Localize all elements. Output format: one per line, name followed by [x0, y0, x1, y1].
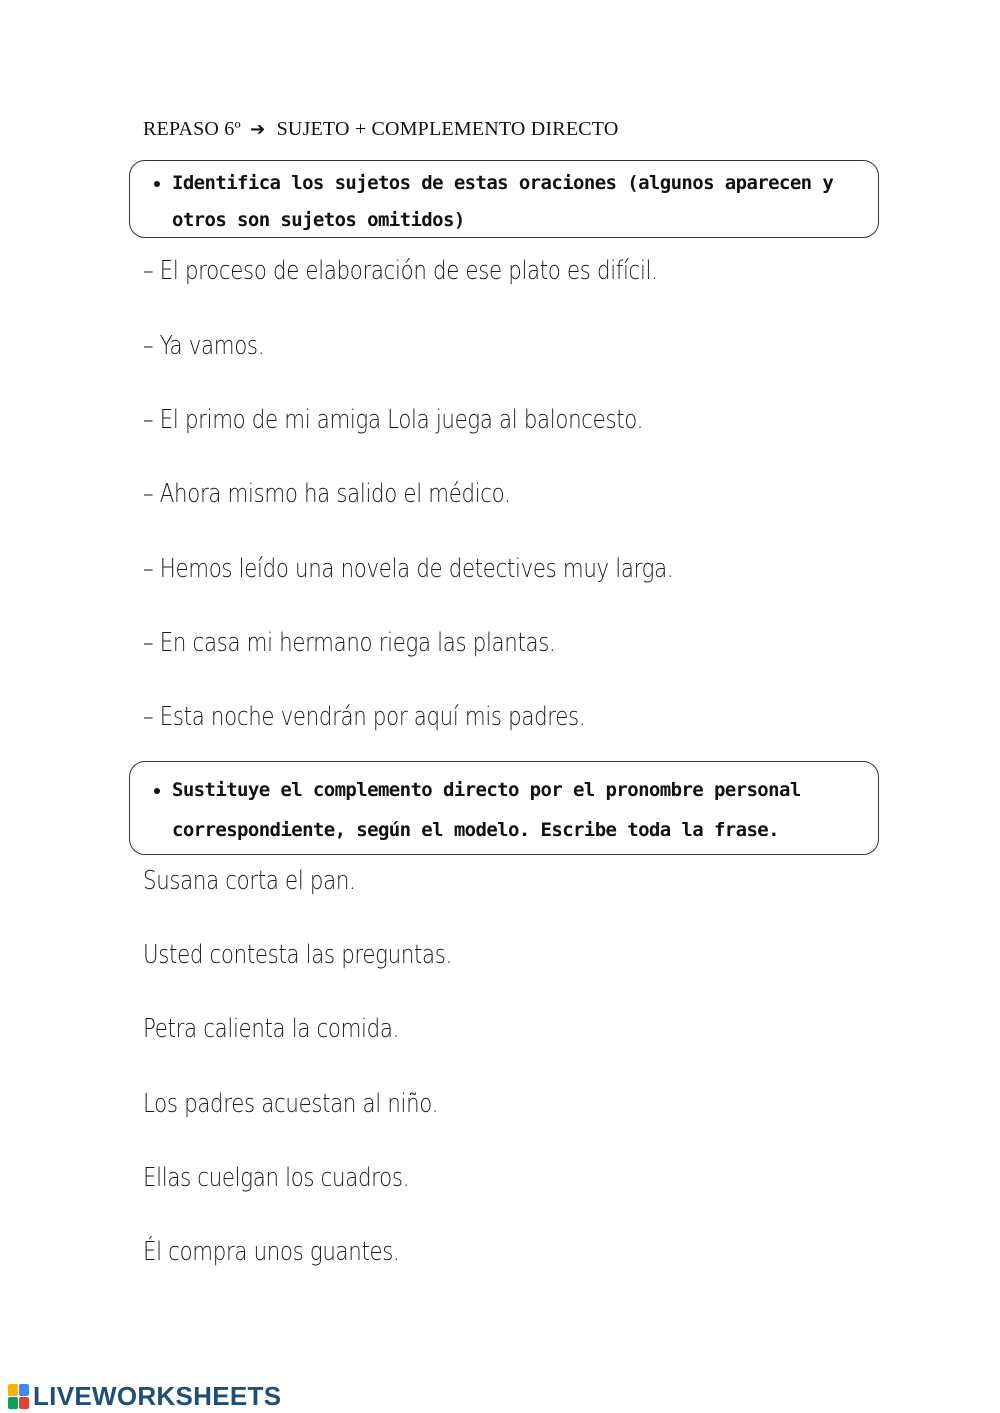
liveworksheets-logo: [8, 1381, 281, 1412]
exercise-2-sentence: Ellas cuelgan los cuadros.: [143, 1163, 410, 1193]
instruction-box-2: [129, 761, 879, 855]
arrow-right-icon: ➔: [250, 119, 266, 140]
exercise-2-sentence: Los padres acuestan al niño.: [143, 1089, 439, 1119]
exercise-2-sentence: Él compra unos guantes.: [143, 1237, 400, 1267]
exercise-2-sentence: Usted contesta las preguntas.: [143, 940, 452, 970]
exercise-1-sentence: – Ahora mismo ha salido el médico.: [143, 479, 511, 509]
exercise-1-sentence: – Esta noche vendrán por aquí mis padres.: [143, 702, 586, 732]
exercise-2-sentence: Susana corta el pan.: [143, 866, 356, 896]
exercise-1-sentence: – El proceso de elaboración de ese plato es difícil.: [143, 256, 658, 286]
title-suffix: SUJETO + COMPLEMENTO DIRECTO: [276, 118, 619, 140]
logo-block: [19, 1384, 29, 1396]
logo-blocks-icon: [8, 1384, 29, 1409]
instruction-2-text: • Sustituye el complemento directo por el pronombre personal correspondiente, según el modelo. Escribe toda la frase.: [172, 770, 860, 850]
logo-text: LIVEWORKSHEETS: [33, 1381, 282, 1411]
logo-block: [8, 1384, 18, 1396]
exercise-1-sentence: – En casa mi hermano riega las plantas.: [143, 628, 556, 658]
logo-block: [19, 1397, 29, 1409]
exercise-1-sentence: – El primo de mi amiga Lola juega al baloncesto.: [143, 405, 644, 435]
instruction-box-1: [129, 160, 879, 238]
instruction-1-text: • Identifica los sujetos de estas oraciones (algunos aparecen y otros son sujetos omitidos): [172, 165, 860, 239]
logo-block: [8, 1397, 18, 1409]
exercise-1-sentence: – Ya vamos.: [143, 331, 265, 361]
title-prefix: REPASO 6º: [143, 118, 241, 140]
exercise-1-sentence: – Hemos leído una novela de detectives muy larga.: [143, 554, 674, 584]
page-title: [143, 118, 618, 141]
exercise-2-sentence: Petra calienta la comida.: [143, 1014, 400, 1044]
